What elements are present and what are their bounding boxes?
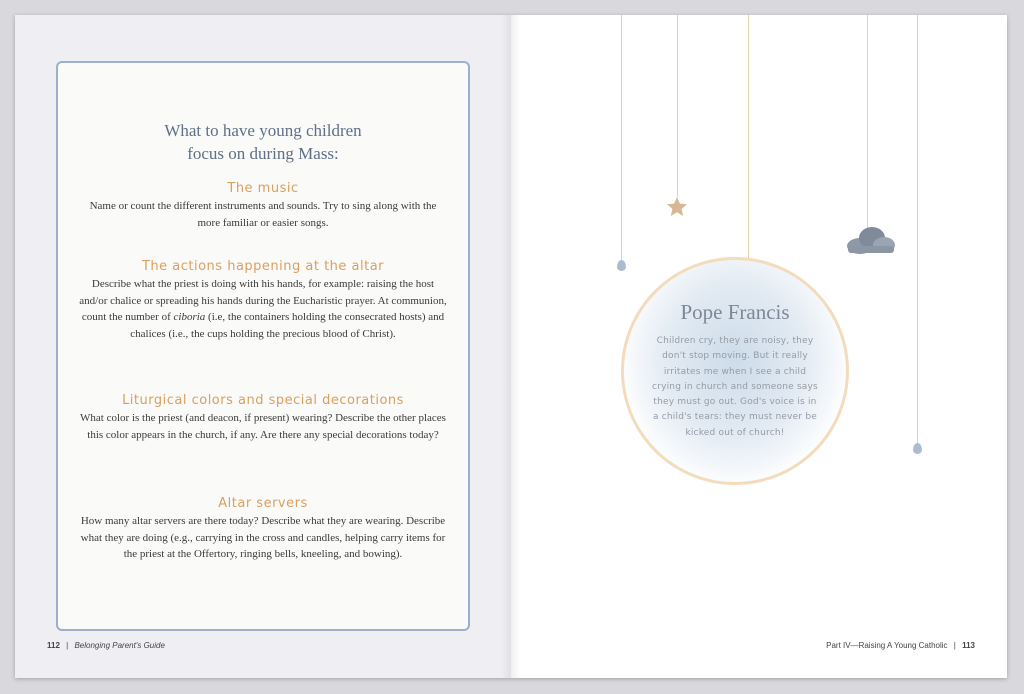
body-italic-term: ciboria bbox=[173, 311, 206, 323]
section-altar-actions bbox=[78, 259, 448, 342]
hanging-string bbox=[748, 15, 749, 260]
card-heading-line-1: What to have young children bbox=[164, 121, 362, 140]
section-title: The music bbox=[227, 181, 299, 196]
cloud-icon bbox=[844, 224, 896, 256]
hanging-string bbox=[621, 15, 622, 261]
body-text: Describe what the priest is doing with his hands, for example: raising the host and/or chalice or spreading his hands during the Eucharistic prayer. At communion, count the number of bbox=[79, 278, 447, 323]
raindrop-icon bbox=[913, 443, 922, 454]
hanging-string bbox=[867, 15, 868, 229]
focus-card bbox=[56, 61, 470, 631]
section-title: Altar servers bbox=[218, 496, 308, 511]
section-body: How many altar servers are there today? Describe what they are wearing. Describe what they are doing (e.g., carrying in the cross and candles, helping carry items for the priest at the Offertory, ringing bells, kneeling, and bowing). bbox=[80, 515, 446, 560]
card-heading-line-2: focus on during Mass: bbox=[187, 144, 339, 163]
footer-separator: | bbox=[953, 641, 956, 650]
left-footer bbox=[47, 641, 165, 650]
section-altar-servers bbox=[78, 496, 448, 563]
section-body bbox=[78, 276, 448, 342]
quote-author: Pope Francis bbox=[680, 300, 790, 324]
body-text: (i.e, the containers holding the consecrated hosts) and chalices (i.e., the cups holding the precious blood of Christ). bbox=[130, 311, 445, 340]
book-spread bbox=[15, 15, 1007, 678]
section-body: Name or count the different instruments and sounds. Try to sing along with the more familiar or easier songs. bbox=[89, 200, 437, 229]
page-gutter bbox=[501, 15, 521, 678]
page-number: 113 bbox=[962, 641, 975, 650]
quote-text: Children cry, they are noisy, they don't stop moving. But it really irritates me when I see a child crying in church and someone says they must go out. God's voice is in a child's tears: they must never be kicked out of church! bbox=[652, 336, 818, 438]
hanging-string bbox=[677, 15, 678, 197]
section-title: Liturgical colors and special decorations bbox=[122, 393, 404, 408]
right-footer bbox=[826, 641, 975, 650]
left-page bbox=[15, 15, 511, 678]
hanging-string bbox=[917, 15, 918, 443]
book-title: Belonging Parent's Guide bbox=[74, 641, 165, 650]
star-icon bbox=[665, 195, 689, 219]
quote-circle bbox=[621, 257, 849, 485]
card-heading bbox=[58, 119, 468, 165]
section-title: The actions happening at the altar bbox=[141, 259, 385, 274]
page-number: 112 bbox=[47, 641, 60, 650]
section-liturgical-colors bbox=[78, 393, 448, 443]
raindrop-icon bbox=[617, 260, 626, 271]
footer-separator: | bbox=[66, 641, 69, 650]
section-body: What color is the priest (and deacon, if present) wearing? Describe the other places this color appears in the church, if any. Are there any special decorations today? bbox=[80, 412, 446, 441]
part-title: Part IV—Raising A Young Catholic bbox=[826, 641, 948, 650]
section-music bbox=[78, 181, 448, 231]
